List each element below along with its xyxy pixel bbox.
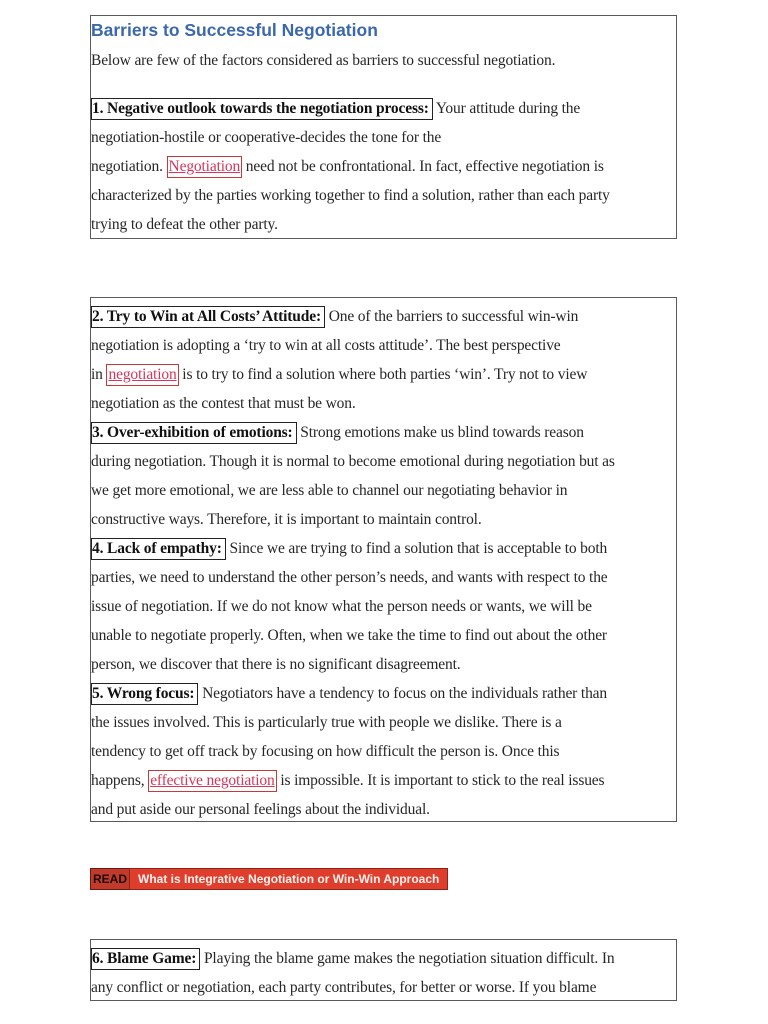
barrier-4 <box>91 534 676 679</box>
barrier-1-text: trying to defeat the other party. <box>91 216 278 233</box>
intro-text: Below are few of the factors considered as barriers to successful negotiation. <box>91 52 556 69</box>
barrier-5 <box>91 679 676 824</box>
read-banner[interactable] <box>90 868 448 890</box>
barrier-6 <box>91 944 676 1002</box>
barrier-6-term: 6. Blame Game: <box>91 948 200 970</box>
barrier-2-text: negotiation as the contest that must be won. <box>91 395 356 412</box>
barrier-1-term: 1. Negative outlook towards the negotiation process: <box>91 98 433 120</box>
read-tag: READ <box>90 868 130 890</box>
barrier-2-text: is to try to find a solution where both parties ‘win’. Try not to view <box>178 366 588 383</box>
negotiation-link-2[interactable]: negotiation <box>106 364 178 386</box>
barrier-1-text: negotiation. <box>91 158 167 175</box>
barrier-1-text: characterized by the parties working together to find a solution, rather than each party <box>91 187 610 204</box>
barrier-4-text: unable to negotiate properly. Often, when we take the time to find out about the other <box>91 627 607 644</box>
barrier-6-text: any conflict or negotiation, each party contributes, for better or worse. If you blame <box>91 979 597 996</box>
barrier-1 <box>91 94 676 239</box>
barrier-4-term: 4. Lack of empathy: <box>91 538 226 560</box>
barrier-6-text: Playing the blame game makes the negotiation situation difficult. In <box>200 950 615 967</box>
barrier-5-text: and put aside our personal feelings about the individual. <box>91 801 430 818</box>
barrier-4-text: issue of negotiation. If we do not know what the person needs or wants, we will be <box>91 598 592 615</box>
section-box-3 <box>90 939 677 1001</box>
barrier-5-text: happens, <box>91 772 149 789</box>
barrier-1-text: Your attitude during the <box>432 100 581 117</box>
barrier-3-text: during negotiation. Though it is normal to become emotional during negotiation but as <box>91 453 615 470</box>
barrier-5-text: Negotiators have a tendency to focus on the individuals rather than <box>198 685 607 702</box>
barrier-3-text: we get more emotional, we are less able to channel our negotiating behavior in <box>91 482 568 499</box>
effective-negotiation-link[interactable]: effective negotiation <box>148 770 276 792</box>
barrier-1-text: negotiation-hostile or cooperative-decides the tone for the <box>91 129 442 146</box>
barrier-4-text: Since we are trying to find a solution that is acceptable to both <box>225 540 608 557</box>
page-title: Barriers to Successful Negotiation <box>91 20 378 40</box>
barrier-2 <box>91 302 676 418</box>
barrier-3 <box>91 418 676 534</box>
read-article-link[interactable]: What is Integrative Negotiation or Win-Win Approach <box>129 868 448 890</box>
section-box-2 <box>90 297 677 822</box>
barrier-2-text: One of the barriers to successful win-win <box>324 308 579 325</box>
barrier-3-text: constructive ways. Therefore, it is important to maintain control. <box>91 511 482 528</box>
barrier-5-text: is impossible. It is important to stick to the real issues <box>276 772 605 789</box>
barrier-2-text: in <box>91 366 107 383</box>
barrier-4-text: parties, we need to understand the other person’s needs, and wants with respect to the <box>91 569 608 586</box>
barrier-2-term: 2. Try to Win at All Costs’ Attitude: <box>91 306 325 328</box>
barrier-5-text: tendency to get off track by focusing on how difficult the person is. Once this <box>91 743 560 760</box>
barrier-3-term: 3. Over-exhibition of emotions: <box>91 422 297 444</box>
section-box-1 <box>90 15 677 239</box>
barrier-1-text: need not be confrontational. In fact, effective negotiation is <box>242 158 604 175</box>
barrier-5-term: 5. Wrong focus: <box>91 683 198 705</box>
barrier-3-text: Strong emotions make us blind towards reason <box>296 424 584 441</box>
barrier-2-text: negotiation is adopting a ‘try to win at all costs attitude’. The best perspective <box>91 337 561 354</box>
barrier-5-text: the issues involved. This is particularly true with people we dislike. There is a <box>91 714 562 731</box>
barrier-4-text: person, we discover that there is no significant disagreement. <box>91 656 461 673</box>
negotiation-link[interactable]: Negotiation <box>167 156 243 178</box>
